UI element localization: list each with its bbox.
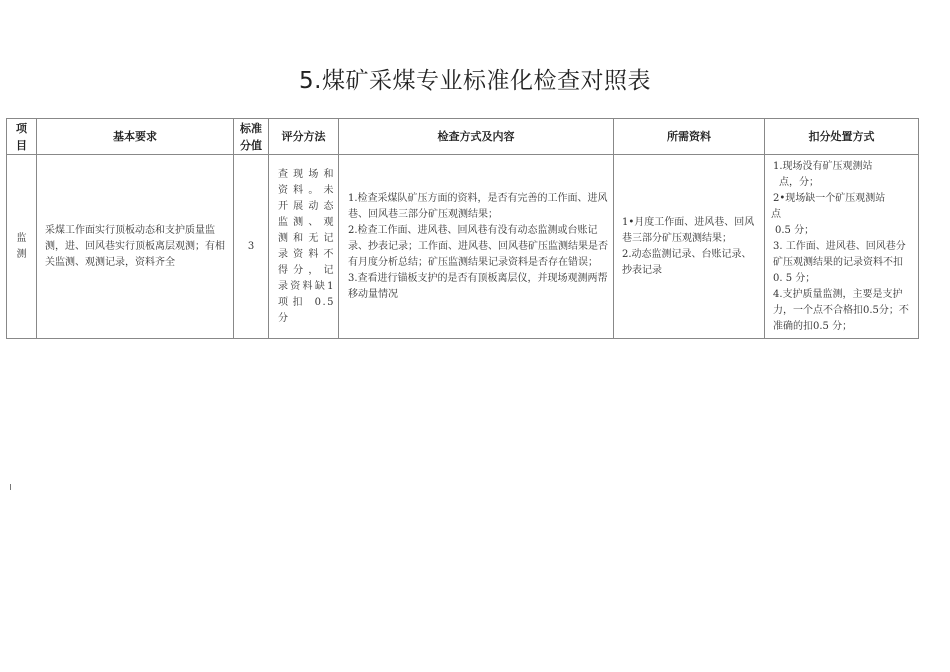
deduct-line-7: 4.支护质量监测，主要是支护力，一个点不合格扣0.5分；不准确的扣0.5 分； <box>773 288 909 332</box>
deduct-line-6: 3. 工作面、进风巷、回风巷分矿压观测结果的记录资料不扣 0. 5 分； <box>773 240 906 284</box>
cell-item: 监 测 <box>7 155 37 339</box>
cell-scoring-method: 查现场和资料。未开展动态监测、观测和无记录资料不得分，记录资料缺1项扣 0.5 分 <box>269 155 339 339</box>
deduct-line-2: 点，分； <box>779 176 819 188</box>
inspection-table <box>6 118 919 339</box>
page-title: 5.煤矿采煤专业标准化检查对照表 <box>299 68 651 94</box>
header-check-method-content: 检查方式及内容 <box>339 119 614 155</box>
docs-line-1: 1•月度工作面、进风巷、回风巷三部分矿压观测结果； <box>622 216 755 244</box>
check-line-3: 3.查看进行锚板支护的是否有顶板离层仪，并现场观测两帮移动量情况 <box>348 272 608 300</box>
cell-standard-score: 3 <box>234 155 269 339</box>
deduct-line-3: 2•现场缺一个矿压观测站 <box>773 192 886 204</box>
check-line-2: 2.检查工作面、进风巷、回风巷有没有动态监测或台账记录、抄表记录；工作面、进风巷、回风巷矿压监测结果是否有月度分析总结；矿压监测结果记录资料是否存在错误； <box>348 224 608 268</box>
cell-check-method-content <box>339 155 614 339</box>
cell-deduction-method <box>765 155 919 339</box>
table-row <box>7 155 919 339</box>
deduct-line-4: 点 <box>771 208 781 220</box>
table-header-row <box>7 119 919 155</box>
check-line-1: 1.检查采煤队矿压方面的资料，是否有完善的工作面、进风巷、回风巷三部分矿压观测结果； <box>348 192 608 220</box>
header-standard-score: 标准 分值 <box>234 119 269 155</box>
header-scoring-method: 评分方法 <box>269 119 339 155</box>
cell-required-documents <box>614 155 765 339</box>
deduct-line-5: 0.5 分； <box>775 224 815 236</box>
deduct-line-1: 1.现场没有矿压观测站 <box>773 160 873 172</box>
header-item: 项 目 <box>7 119 37 155</box>
stray-mark <box>10 484 11 490</box>
docs-line-2: 2.动态监测记录、台账记录、抄表记录 <box>622 248 752 276</box>
header-required-documents: 所需资料 <box>614 119 765 155</box>
header-deduction-method: 扣分处置方式 <box>765 119 919 155</box>
cell-basic-requirements: 采煤工作面实行顶板动态和支护质量监测，进、回风巷实行顶板离层观测；有相关监测、观测记录，资料齐全 <box>37 155 234 339</box>
header-basic-requirements: 基本要求 <box>37 119 234 155</box>
